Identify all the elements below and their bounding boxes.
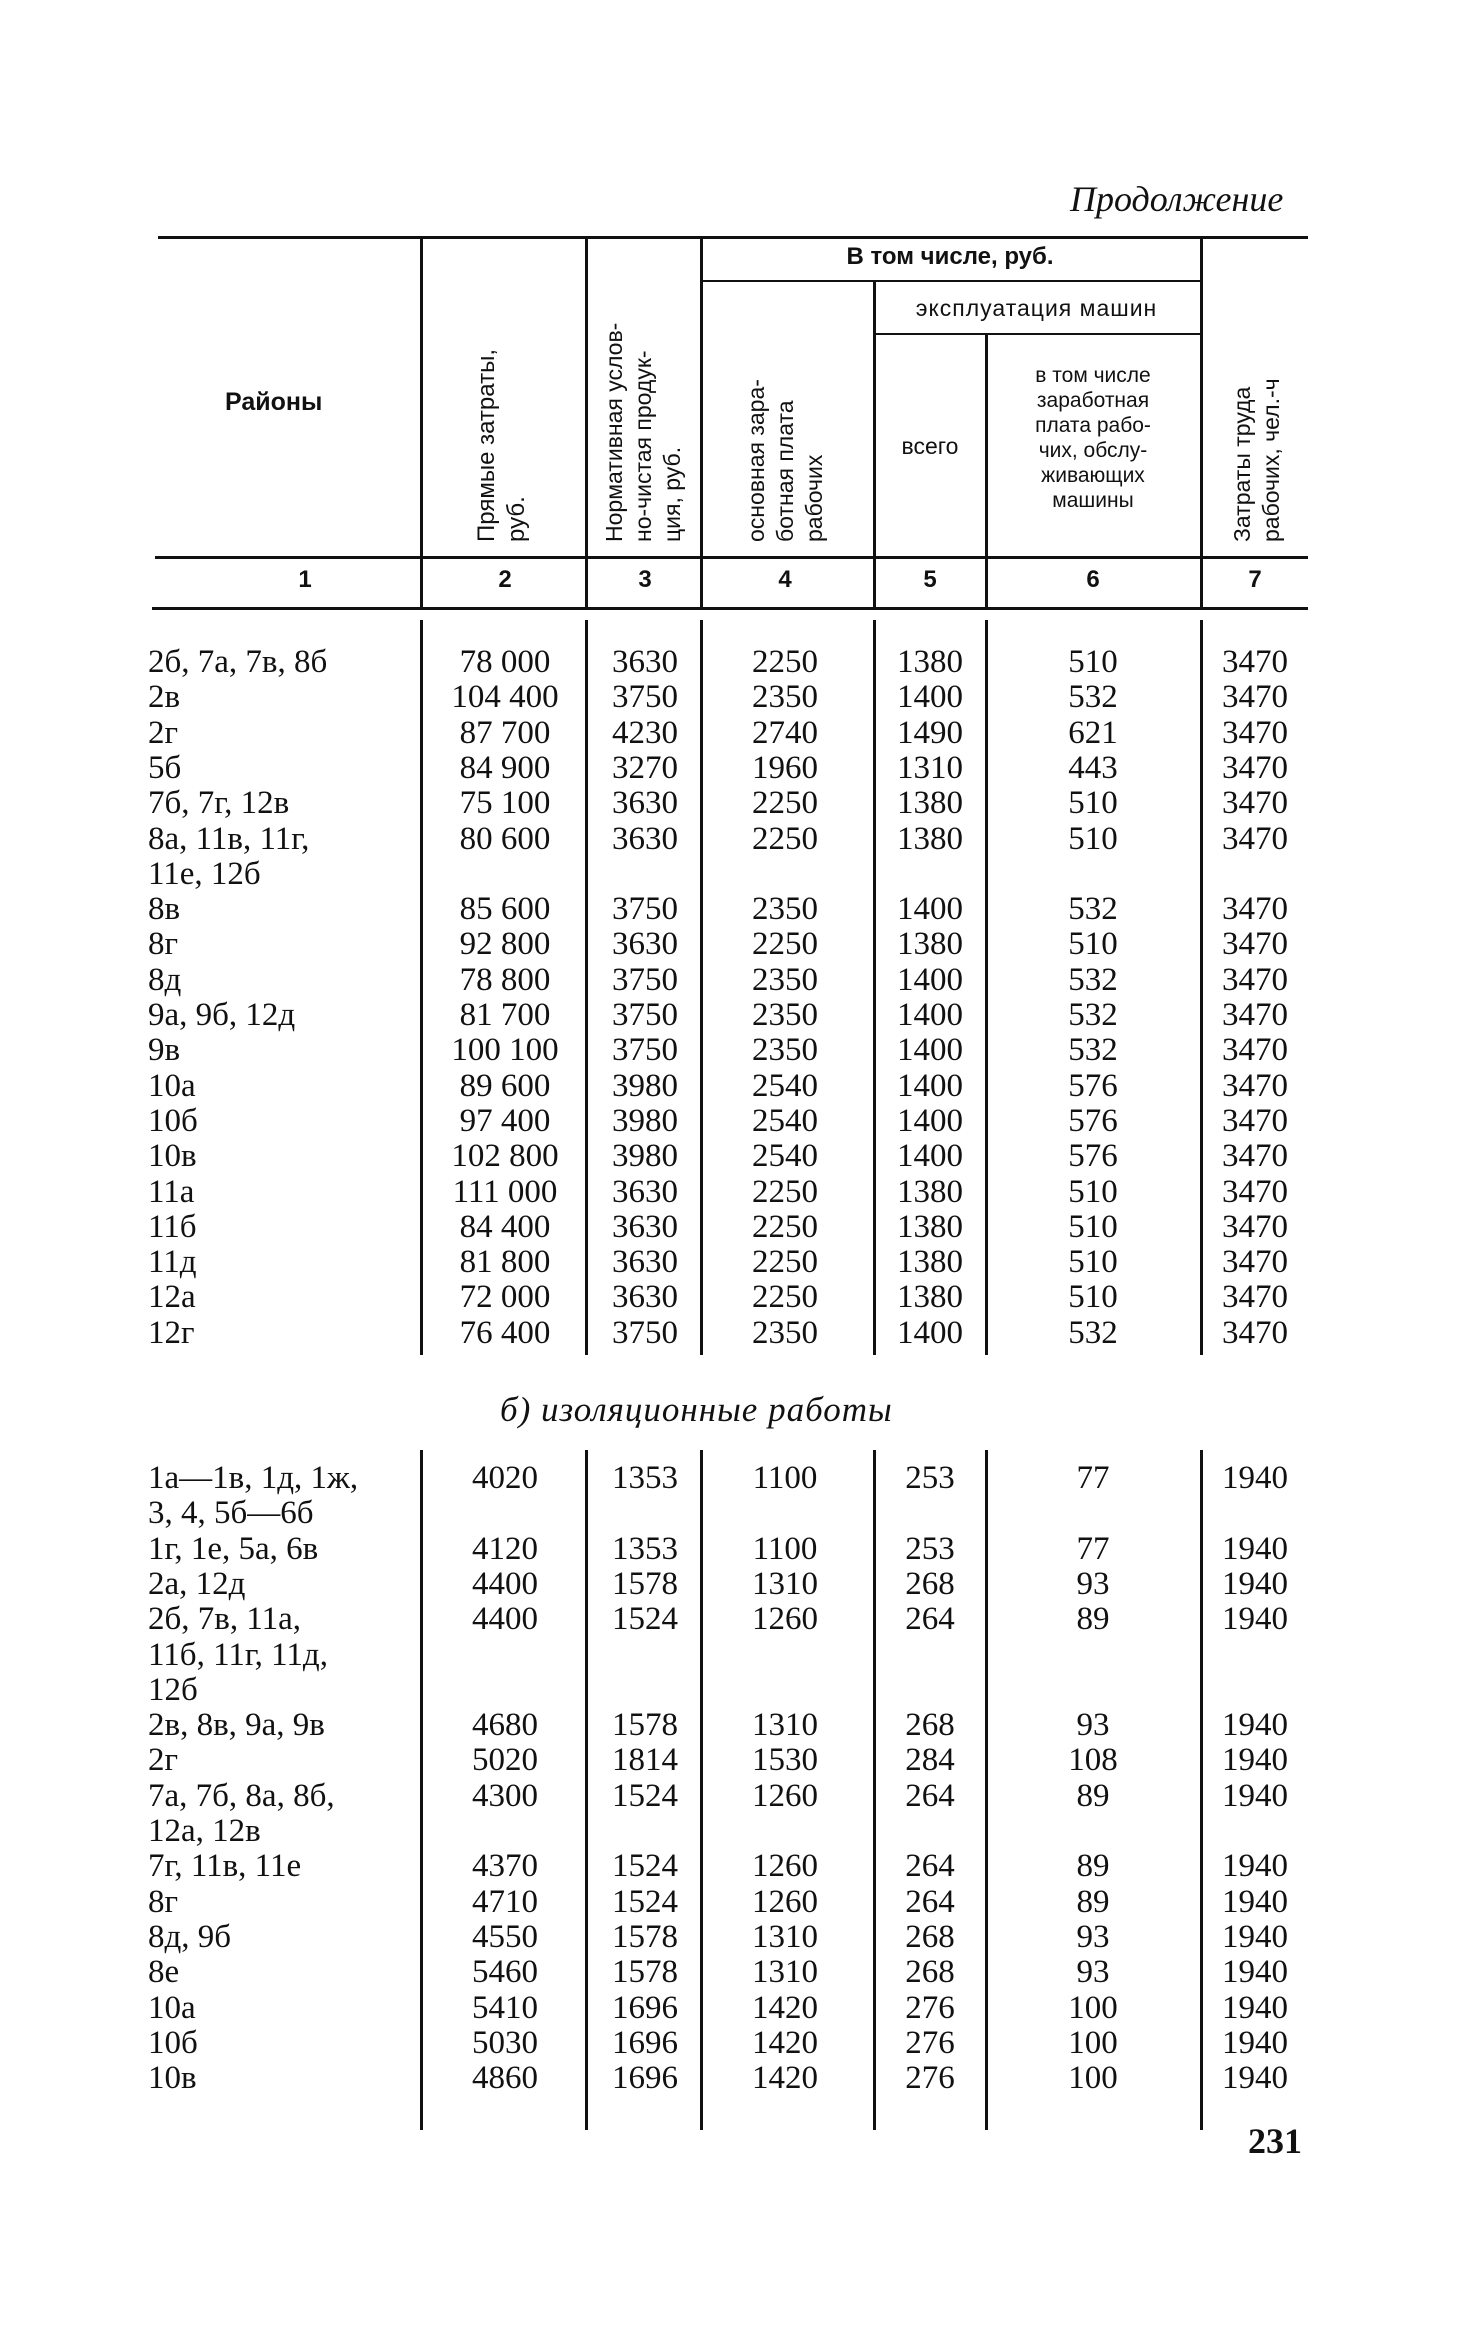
header-line: Нормативная услов- <box>601 322 627 542</box>
column-number: 5 <box>923 566 937 593</box>
cell-value: 2350 <box>752 1032 818 1069</box>
cell-value: 5460 <box>472 1954 538 1991</box>
cell-value: 1380 <box>897 785 963 822</box>
cell-value: 92 800 <box>459 926 551 963</box>
cell-value: 2250 <box>752 1244 818 1281</box>
cell-value: 3750 <box>612 1314 678 1351</box>
district-name: 2в <box>148 679 181 716</box>
district-name: 3, 4, 5б—6б <box>148 1495 314 1532</box>
header-base-wages <box>742 379 829 542</box>
cell-value: 532 <box>1068 679 1118 716</box>
cell-value: 3980 <box>612 1067 678 1104</box>
district-name: 8г <box>148 1883 179 1920</box>
cell-value: 2540 <box>752 1067 818 1104</box>
cell-value: 2250 <box>752 926 818 963</box>
cell-value: 1490 <box>897 714 963 751</box>
cell-value: 5030 <box>472 2024 538 2061</box>
cell-value: 5020 <box>472 1742 538 1779</box>
column-number: 2 <box>498 566 512 593</box>
cell-value: 284 <box>905 1742 955 1779</box>
cell-value: 84 900 <box>459 749 551 786</box>
district-name: 10в <box>148 2060 197 2097</box>
header-line: Затраты труда <box>1229 386 1255 542</box>
district-name: 2а, 12д <box>148 1565 246 1602</box>
cell-value: 1400 <box>897 679 963 716</box>
cell-value: 1940 <box>1222 1989 1288 2026</box>
cell-value: 3470 <box>1222 1102 1288 1139</box>
cell-value: 3630 <box>612 785 678 822</box>
header-machine-operation: эксплуатация машин <box>915 295 1158 321</box>
cell-value: 108 <box>1068 1742 1118 1779</box>
cell-value: 1400 <box>897 1032 963 1069</box>
cell-value: 532 <box>1068 1032 1118 1069</box>
cell-value: 1260 <box>752 1777 818 1814</box>
page-number: 231 <box>1248 2121 1302 2161</box>
district-name: 11а <box>148 1173 195 1210</box>
cell-value: 1420 <box>752 2024 818 2061</box>
cell-value: 3470 <box>1222 1279 1288 1316</box>
cell-value: 510 <box>1068 1244 1118 1281</box>
cell-value: 510 <box>1068 1279 1118 1316</box>
cell-value: 1696 <box>612 1989 678 2026</box>
cell-value: 2250 <box>752 1208 818 1245</box>
cell-value: 3750 <box>612 961 678 998</box>
cell-value: 1420 <box>752 2060 818 2097</box>
cell-value: 510 <box>1068 785 1118 822</box>
header-total: всего <box>901 433 959 459</box>
colnum-bottom-rule <box>152 607 1308 610</box>
cell-value: 100 <box>1068 1989 1118 2026</box>
cell-value: 2350 <box>752 679 818 716</box>
cell-value: 87 700 <box>459 714 551 751</box>
header-direct-costs <box>472 349 532 542</box>
cell-value: 1260 <box>752 1601 818 1638</box>
cell-value: 510 <box>1068 820 1118 857</box>
header-col-divider <box>1200 236 1203 608</box>
district-name: 7а, 7б, 8а, 8б, <box>148 1777 335 1814</box>
cell-value: 1530 <box>752 1742 818 1779</box>
cell-value: 1310 <box>752 1918 818 1955</box>
cell-value: 100 100 <box>451 1032 559 1069</box>
cell-value: 3470 <box>1222 891 1288 928</box>
cell-value: 4400 <box>472 1601 538 1638</box>
cell-value: 1696 <box>612 2024 678 2061</box>
cell-value: 3630 <box>612 1279 678 1316</box>
cell-value: 1940 <box>1222 1530 1288 1567</box>
cell-value: 1380 <box>897 1173 963 1210</box>
cell-value: 268 <box>905 1918 955 1955</box>
cell-value: 1578 <box>612 1918 678 1955</box>
cell-value: 510 <box>1068 1208 1118 1245</box>
cell-value: 1940 <box>1222 1777 1288 1814</box>
header-line: живающих <box>1041 464 1145 487</box>
cell-value: 4120 <box>472 1530 538 1567</box>
district-name: 10а <box>148 1067 196 1104</box>
cell-value: 576 <box>1068 1067 1118 1104</box>
header-incl-wages <box>988 363 1198 513</box>
table-top-rule <box>158 236 1308 239</box>
cell-value: 1814 <box>612 1742 678 1779</box>
cell-value: 3750 <box>612 679 678 716</box>
cell-value: 2250 <box>752 1279 818 1316</box>
cell-value: 100 <box>1068 2060 1118 2097</box>
district-name: 12г <box>148 1314 195 1351</box>
cell-value: 89 <box>1076 1601 1110 1638</box>
cell-value: 3980 <box>612 1138 678 1175</box>
header-line: ботная плата <box>772 400 798 542</box>
cell-value: 276 <box>905 1989 955 2026</box>
cell-value: 78 000 <box>459 644 551 680</box>
header-line: плата рабо- <box>1035 414 1151 437</box>
cell-value: 1400 <box>897 1102 963 1139</box>
cell-value: 1578 <box>612 1565 678 1602</box>
header-line: чих, обслу- <box>1038 439 1148 462</box>
cell-value: 3470 <box>1222 1208 1288 1245</box>
header-col-divider <box>420 236 423 608</box>
cell-value: 264 <box>905 1601 955 1638</box>
cell-value: 3630 <box>612 1208 678 1245</box>
cell-value: 100 <box>1068 2024 1118 2061</box>
cell-value: 89 <box>1076 1883 1110 1920</box>
cell-value: 89 <box>1076 1777 1110 1814</box>
header-districts: Районы <box>225 388 323 416</box>
cell-value: 3630 <box>612 1244 678 1281</box>
cell-value: 3980 <box>612 1102 678 1139</box>
cell-value: 253 <box>905 1530 955 1567</box>
header-bottom-rule <box>155 556 1308 559</box>
cell-value: 1524 <box>612 1848 678 1885</box>
cell-value: 1380 <box>897 1244 963 1281</box>
cell-value: 5410 <box>472 1989 538 2026</box>
cell-value: 4020 <box>472 1460 538 1496</box>
header-line: в том числе <box>1035 364 1151 387</box>
cell-value: 3470 <box>1222 1173 1288 1210</box>
district-name: 8е <box>148 1954 180 1991</box>
cell-value: 111 000 <box>452 1173 558 1210</box>
cell-value: 253 <box>905 1460 955 1496</box>
cell-value: 1940 <box>1222 1918 1288 1955</box>
cell-value: 3470 <box>1222 961 1288 998</box>
district-name: 9а, 9б, 12д <box>148 997 296 1033</box>
cell-value: 576 <box>1068 1138 1118 1175</box>
header-normative-output <box>600 323 687 542</box>
header-line: ция, руб. <box>659 446 685 542</box>
cell-value: 532 <box>1068 961 1118 998</box>
cell-value: 3470 <box>1222 785 1288 822</box>
cell-value: 104 400 <box>451 679 559 716</box>
header-labor <box>1228 378 1286 542</box>
cell-value: 276 <box>905 2024 955 2061</box>
cell-value: 532 <box>1068 1314 1118 1351</box>
cell-value: 75 100 <box>459 785 551 822</box>
cell-value: 1940 <box>1222 1707 1288 1744</box>
district-name: 2г <box>148 714 179 751</box>
cell-value: 1940 <box>1222 1460 1288 1496</box>
cell-value: 1940 <box>1222 1954 1288 1991</box>
district-name: 9в <box>148 1032 181 1069</box>
cell-value: 85 600 <box>459 891 551 928</box>
cell-value: 2540 <box>752 1138 818 1175</box>
cell-value: 3470 <box>1222 1067 1288 1104</box>
district-name: 2б, 7в, 11а, <box>148 1601 302 1638</box>
cell-value: 3470 <box>1222 749 1288 786</box>
cell-value: 4300 <box>472 1777 538 1814</box>
district-name: 2б, 7а, 7в, 8б <box>148 644 328 680</box>
cell-value: 4680 <box>472 1707 538 1744</box>
header-line: рабочих <box>801 454 827 542</box>
header-col-divider <box>585 236 588 608</box>
cell-value: 1380 <box>897 644 963 680</box>
district-name: 11е, 12б <box>148 855 261 892</box>
district-name: 12б <box>148 1671 198 1708</box>
cell-value: 276 <box>905 2060 955 2097</box>
cell-value: 1353 <box>612 1530 678 1567</box>
cell-value: 97 400 <box>459 1102 551 1139</box>
column-number: 1 <box>298 566 312 593</box>
cell-value: 76 400 <box>459 1314 551 1351</box>
section-b-title: б) изоляционные работы <box>500 1390 893 1429</box>
cell-value: 3630 <box>612 820 678 857</box>
cell-value: 1310 <box>752 1565 818 1602</box>
district-name: 8д <box>148 961 182 998</box>
district-name: 12а, 12в <box>148 1813 261 1849</box>
cell-value: 3750 <box>612 997 678 1033</box>
cell-value: 264 <box>905 1883 955 1920</box>
cell-value: 3470 <box>1222 679 1288 716</box>
cell-value: 1310 <box>752 1707 818 1744</box>
cell-value: 1380 <box>897 1279 963 1316</box>
district-name: 11б <box>148 1208 197 1245</box>
cell-value: 93 <box>1076 1565 1110 1602</box>
district-name: 8г <box>148 926 179 963</box>
cell-value: 2350 <box>752 997 818 1033</box>
cell-value: 1524 <box>612 1883 678 1920</box>
district-name: 2г <box>148 1742 179 1779</box>
cell-value: 1380 <box>897 926 963 963</box>
header-including-rule <box>700 280 1200 282</box>
cell-value: 510 <box>1068 1173 1118 1210</box>
cell-value: 1400 <box>897 1138 963 1175</box>
district-name: 10в <box>148 1138 197 1175</box>
cell-value: 4370 <box>472 1848 538 1885</box>
column-number: 7 <box>1248 566 1262 593</box>
cell-value: 268 <box>905 1565 955 1602</box>
district-name: 8а, 11в, 11г, <box>148 820 310 857</box>
cell-value: 93 <box>1076 1954 1110 1991</box>
district-name: 1а—1в, 1д, 1ж, <box>148 1460 359 1496</box>
cell-value: 532 <box>1068 997 1118 1033</box>
district-name: 8д, 9б <box>148 1918 232 1955</box>
cell-value: 3470 <box>1222 1244 1288 1281</box>
cell-value: 1400 <box>897 1314 963 1351</box>
cell-value: 1380 <box>897 1208 963 1245</box>
header-including: В том числе, руб. <box>846 243 1054 270</box>
cell-value: 3750 <box>612 891 678 928</box>
header-line: но-чистая продук- <box>630 350 656 542</box>
cell-value: 4860 <box>472 2060 538 2097</box>
header-col-divider <box>700 236 703 608</box>
district-name: 1г, 1е, 5а, 6в <box>148 1530 319 1567</box>
cell-value: 264 <box>905 1777 955 1814</box>
cell-value: 3270 <box>612 749 678 786</box>
cell-value: 77 <box>1076 1530 1110 1567</box>
cell-value: 621 <box>1068 714 1118 751</box>
cell-value: 1696 <box>612 2060 678 2097</box>
cell-value: 268 <box>905 1707 955 1744</box>
header-line: Прямые затраты, <box>473 349 500 542</box>
cell-value: 2350 <box>752 891 818 928</box>
cell-value: 1400 <box>897 997 963 1033</box>
cell-value: 268 <box>905 1954 955 1991</box>
district-name: 12а <box>148 1279 196 1316</box>
district-name: 7б, 7г, 12в <box>148 785 290 822</box>
header-line: машины <box>1052 489 1134 512</box>
cell-value: 1940 <box>1222 2060 1288 2097</box>
district-name: 10б <box>148 2024 198 2061</box>
cell-value: 72 000 <box>459 1279 551 1316</box>
cell-value: 1524 <box>612 1777 678 1814</box>
cell-value: 4230 <box>612 714 678 751</box>
column-number: 3 <box>638 566 652 593</box>
cell-value: 2740 <box>752 714 818 751</box>
cell-value: 4400 <box>472 1565 538 1602</box>
cell-value: 3630 <box>612 644 678 680</box>
cell-value: 1100 <box>752 1530 818 1567</box>
cell-value: 1940 <box>1222 1742 1288 1779</box>
cell-value: 81 800 <box>459 1244 551 1281</box>
district-name: 8в <box>148 891 181 928</box>
cell-value: 1400 <box>897 961 963 998</box>
cell-value: 2350 <box>752 1314 818 1351</box>
cell-value: 510 <box>1068 926 1118 963</box>
header-line: заработная <box>1036 389 1150 412</box>
cell-value: 1940 <box>1222 2024 1288 2061</box>
cell-value: 2250 <box>752 820 818 857</box>
cell-value: 1400 <box>897 891 963 928</box>
cell-value: 1578 <box>612 1954 678 1991</box>
cell-value: 81 700 <box>459 997 551 1033</box>
cell-value: 1940 <box>1222 1565 1288 1602</box>
cell-value: 2250 <box>752 1173 818 1210</box>
cell-value: 3750 <box>612 1032 678 1069</box>
cell-value: 1310 <box>897 749 963 786</box>
continued-label: Продолжение <box>1070 179 1284 219</box>
cell-value: 1940 <box>1222 1883 1288 1920</box>
cell-value: 1260 <box>752 1883 818 1920</box>
district-name: 5б <box>148 749 182 786</box>
cell-value: 3630 <box>612 926 678 963</box>
cell-value: 89 600 <box>459 1067 551 1104</box>
cell-value: 77 <box>1076 1460 1110 1496</box>
cell-value: 510 <box>1068 644 1118 680</box>
column-number: 6 <box>1086 566 1100 593</box>
column-number: 4 <box>778 566 792 593</box>
header-line: основная зара- <box>743 379 769 542</box>
cell-value: 2250 <box>752 785 818 822</box>
cell-value: 3470 <box>1222 1032 1288 1069</box>
cell-value: 1310 <box>752 1954 818 1991</box>
cell-value: 1960 <box>752 749 818 786</box>
cell-value: 89 <box>1076 1848 1110 1885</box>
cell-value: 3470 <box>1222 926 1288 963</box>
cell-value: 93 <box>1076 1918 1110 1955</box>
cell-value: 1420 <box>752 1989 818 2026</box>
district-name: 2в, 8в, 9а, 9в <box>148 1707 325 1744</box>
district-name: 11д <box>148 1244 197 1281</box>
district-name: 10б <box>148 1102 198 1139</box>
district-name: 11б, 11г, 11д, <box>148 1636 328 1673</box>
cell-value: 1380 <box>897 820 963 857</box>
cell-value: 1100 <box>752 1460 818 1496</box>
cell-value: 3630 <box>612 1173 678 1210</box>
cell-value: 3470 <box>1222 997 1288 1033</box>
cell-value: 2350 <box>752 961 818 998</box>
cell-value: 532 <box>1068 891 1118 928</box>
cell-value: 3470 <box>1222 644 1288 680</box>
cell-value: 2250 <box>752 644 818 680</box>
cell-value: 1578 <box>612 1707 678 1744</box>
cell-value: 3470 <box>1222 1138 1288 1175</box>
cell-value: 78 800 <box>459 961 551 998</box>
cell-value: 1353 <box>612 1460 678 1496</box>
cell-value: 102 800 <box>451 1138 559 1175</box>
cell-value: 1524 <box>612 1601 678 1638</box>
cell-value: 4710 <box>472 1883 538 1920</box>
cell-value: 1260 <box>752 1848 818 1885</box>
cell-value: 2540 <box>752 1102 818 1139</box>
cell-value: 264 <box>905 1848 955 1885</box>
cell-value: 1400 <box>897 1067 963 1104</box>
district-name: 10а <box>148 1989 196 2026</box>
district-name: 7г, 11в, 11е <box>148 1848 302 1885</box>
cell-value: 443 <box>1068 749 1118 786</box>
header-line: рабочих, чел.-ч <box>1258 378 1284 542</box>
header-machines-rule <box>875 333 1200 335</box>
cell-value: 93 <box>1076 1707 1110 1744</box>
cell-value: 3470 <box>1222 820 1288 857</box>
header-line: руб. <box>503 496 530 542</box>
cell-value: 3470 <box>1222 1314 1288 1351</box>
cell-value: 1940 <box>1222 1601 1288 1638</box>
cell-value: 576 <box>1068 1102 1118 1139</box>
cell-value: 84 400 <box>459 1208 551 1245</box>
cell-value: 4550 <box>472 1918 538 1955</box>
cell-value: 1940 <box>1222 1848 1288 1885</box>
cell-value: 3470 <box>1222 714 1288 751</box>
cell-value: 80 600 <box>459 820 551 857</box>
